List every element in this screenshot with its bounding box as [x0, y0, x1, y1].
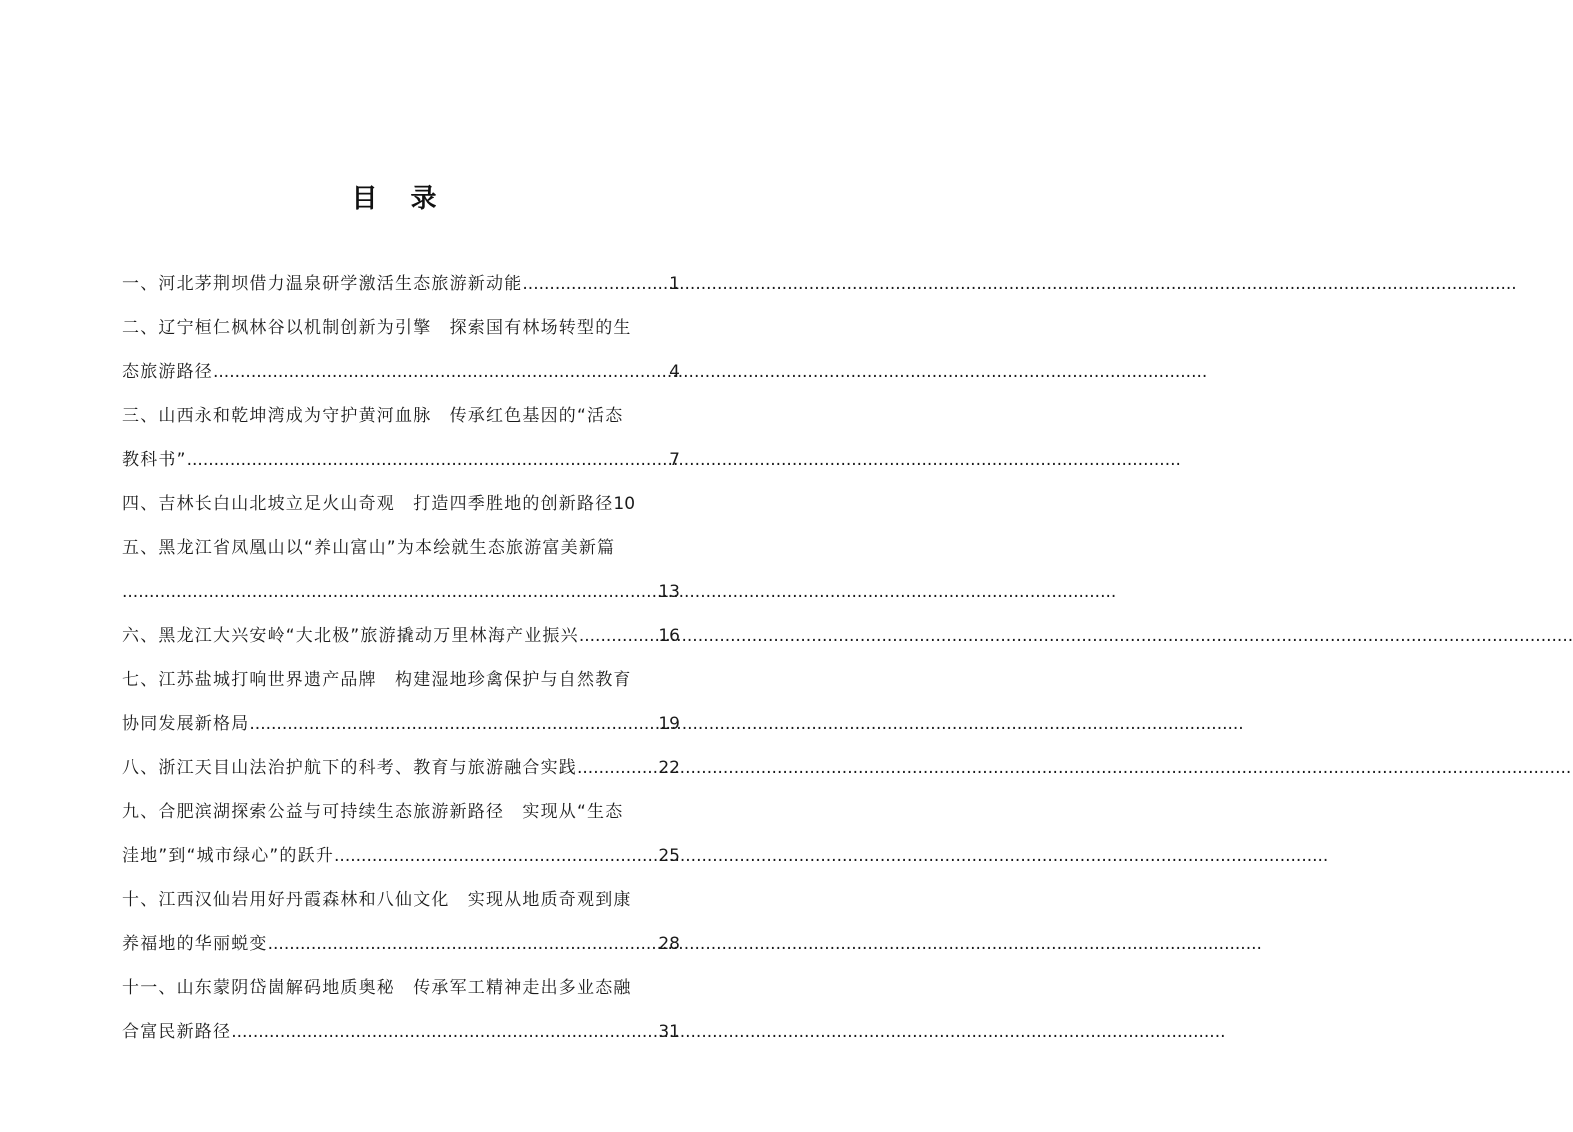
- toc-entry-5-cont[interactable]: [122, 570, 680, 614]
- toc-page-number: 4: [669, 362, 680, 382]
- toc-entry-3-cont[interactable]: [122, 438, 680, 482]
- toc-entry-6[interactable]: [122, 614, 680, 658]
- toc-entry-title-cont: 合富民新路径: [122, 1022, 232, 1042]
- toc-entry-title-cont: 协同发展新格局: [122, 714, 250, 734]
- toc-page-number: 31: [658, 1022, 680, 1042]
- toc-entry-title: 四、吉林长白山北坡立足火山奇观 打造四季胜地的创新路径: [122, 494, 614, 514]
- toc-entry-title: 六、黑龙江大兴安岭“大北极”旅游撬动万里林海产业振兴: [122, 626, 579, 646]
- toc-entry-9[interactable]: [122, 790, 680, 834]
- toc-entry-7[interactable]: [122, 658, 680, 702]
- toc-entry-title: 十一、山东蒙阴岱崮解码地质奥秘 传承军工精神走出多业态融: [122, 978, 632, 998]
- dot-leader: [334, 834, 658, 878]
- page-title: 目 录: [351, 184, 449, 214]
- toc-entry-5[interactable]: [122, 526, 680, 570]
- toc-page-number: 19: [658, 714, 680, 734]
- toc-entry-title: 十、江西汉仙岩用好丹霞森林和八仙文化 实现从地质奇观到康: [122, 890, 632, 910]
- toc-entry-11[interactable]: [122, 966, 680, 1010]
- dot-leader: [522, 262, 669, 306]
- toc-entry-10-cont[interactable]: [122, 922, 680, 966]
- toc-entry-title-cont: 态旅游路径: [122, 362, 213, 382]
- toc-page-number: 10: [613, 494, 636, 514]
- toc-entry-2[interactable]: [122, 306, 680, 350]
- toc-entry-8[interactable]: [122, 746, 680, 790]
- table-of-contents: [122, 262, 680, 1054]
- dot-leader: [122, 570, 658, 614]
- toc-entry-11-cont[interactable]: [122, 1010, 680, 1054]
- toc-entry-9-cont[interactable]: [122, 834, 680, 878]
- toc-page-number: 28: [658, 934, 680, 954]
- toc-entry-title: 一、河北茅荆坝借力温泉研学激活生态旅游新动能: [122, 274, 523, 294]
- dot-leader: [579, 614, 659, 658]
- toc-entry-title: 九、合肥滨湖探索公益与可持续生态旅游新路径 实现从“生态: [122, 802, 624, 822]
- toc-entry-1[interactable]: [122, 262, 680, 306]
- toc-entry-title-cont: 洼地”到“城市绿心”的跃升: [122, 846, 335, 866]
- toc-entry-title-cont: 养福地的华丽蜕变: [122, 934, 268, 954]
- dot-leader: [577, 746, 658, 790]
- toc-entry-title: 二、辽宁桓仁枫林谷以机制创新为引擎 探索国有林场转型的生: [122, 318, 632, 338]
- toc-page-number: 1: [669, 274, 680, 294]
- toc-entry-title: 五、黑龙江省凤凰山以“养山富山”为本绘就生态旅游富美新篇: [122, 538, 616, 558]
- toc-page-number: 22: [658, 758, 680, 778]
- toc-entry-10[interactable]: [122, 878, 680, 922]
- toc-entry-title-cont: 教科书”: [122, 450, 187, 470]
- toc-page-number: 13: [658, 582, 680, 602]
- dot-leader: [268, 922, 659, 966]
- dot-leader: [187, 438, 670, 482]
- toc-entry-title: 三、山西永和乾坤湾成为守护黄河血脉 传承红色基因的“活态: [122, 406, 624, 426]
- toc-page-number: 7: [669, 450, 680, 470]
- dot-leader: [231, 1010, 658, 1054]
- toc-page-number: 25: [658, 846, 680, 866]
- toc-entry-title: 七、江苏盐城打响世界遗产品牌 构建湿地珍禽保护与自然教育: [122, 670, 632, 690]
- toc-entry-title: 八、浙江天目山法治护航下的科考、教育与旅游融合实践: [122, 758, 577, 778]
- toc-entry-7-cont[interactable]: [122, 702, 680, 746]
- dot-leader: [213, 350, 669, 394]
- toc-entry-4[interactable]: [122, 482, 680, 526]
- toc-entry-2-cont[interactable]: [122, 350, 680, 394]
- toc-page-number: 16: [658, 626, 680, 646]
- dot-leader: [249, 702, 658, 746]
- toc-entry-3[interactable]: [122, 394, 680, 438]
